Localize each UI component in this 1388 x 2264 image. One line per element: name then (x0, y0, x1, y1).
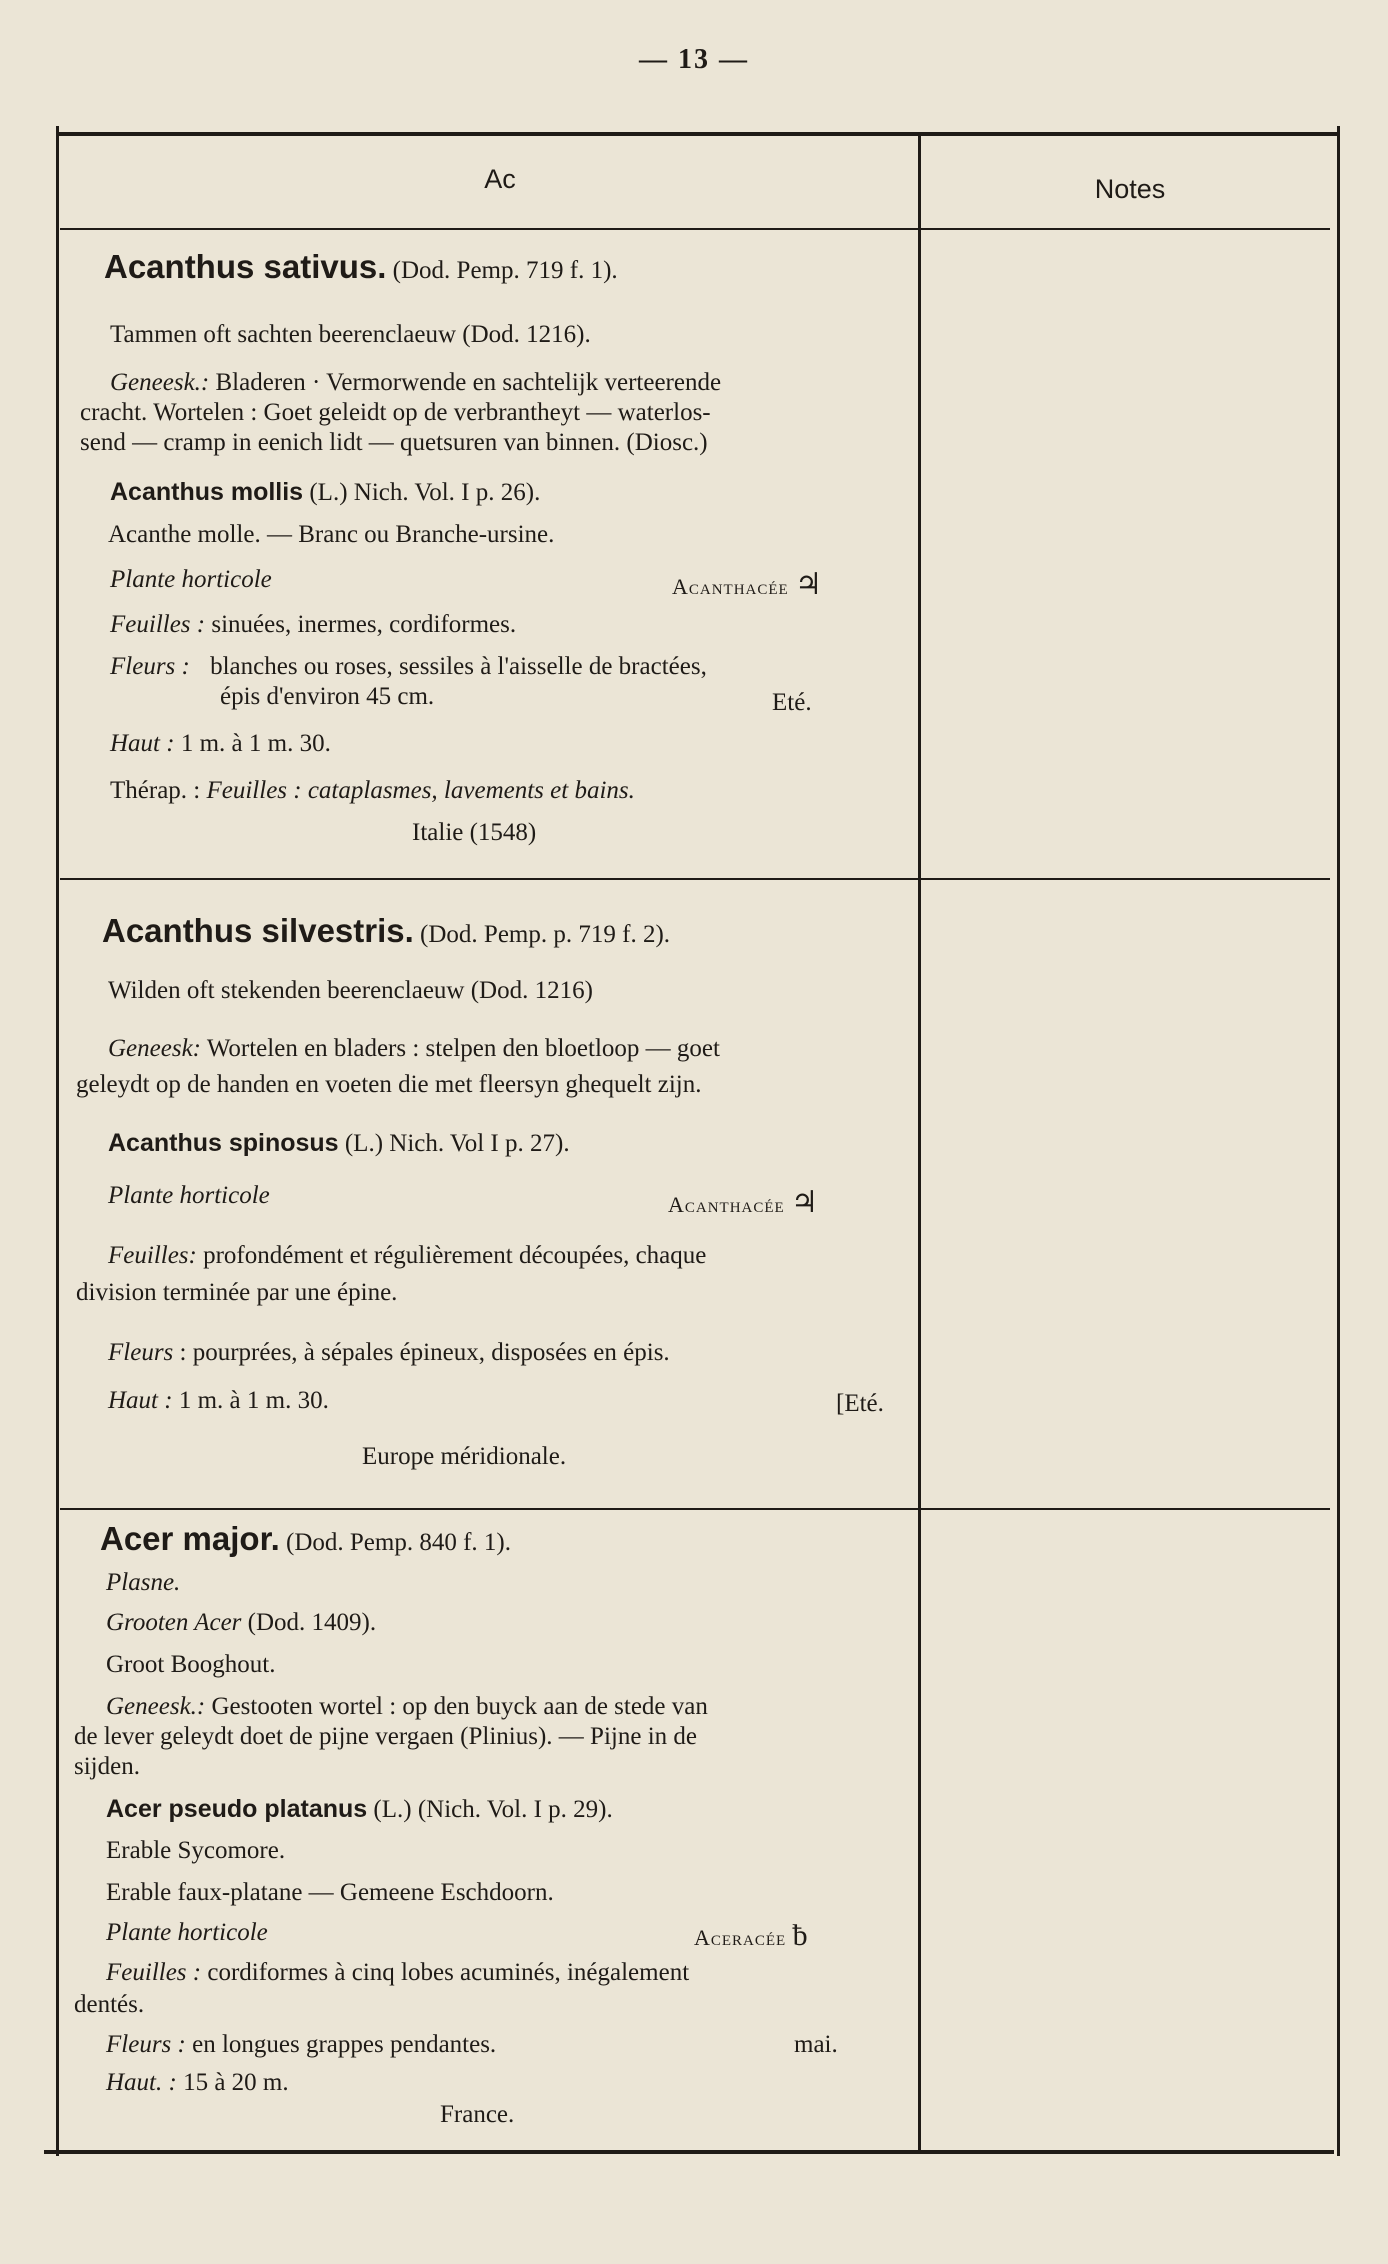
geneesk-line: Geneesk.: Gestooten wortel : op den buyck aan de stede van (106, 1693, 708, 1720)
entry-title (102, 912, 671, 950)
family-label: Acanthacée ♃ (672, 568, 822, 601)
season: Eté. (772, 689, 812, 716)
geneesk-line: cracht. Wortelen : Goet geleidt op de verbrantheyt — waterlos- (80, 399, 711, 426)
haut-line: Haut : 1 m. à 1 m. 30. (110, 730, 331, 757)
season: mai. (794, 2031, 838, 2058)
geneesk-line: geleydt op de handen en voeten die met fleersyn ghequelt zijn. (76, 1071, 702, 1098)
therap-line: Thérap. : Feuilles : cataplasmes, lavements et bains. (110, 777, 635, 804)
geneesk-label: Geneesk.: (110, 369, 210, 396)
geneesk-line (110, 368, 721, 398)
origin: Italie (1548) (412, 819, 537, 846)
geneesk-line: send — cramp in eenich lidt — quetsuren van binnen. (Diosc.) (80, 429, 708, 456)
plante-label: Plante horticole (108, 1182, 270, 1209)
species-name: Acanthus mollis (110, 478, 304, 506)
column-header-ac: Ac (484, 164, 516, 194)
species-line (106, 1794, 613, 1825)
header-rule (60, 228, 1330, 230)
species-name: Acer pseudo platanus (106, 1795, 368, 1823)
fleurs-line: Fleurs : pourprées, à sépales épineux, disposées en épis. (108, 1339, 670, 1366)
entry-reference: (Dod. Pemp. p. 719 f. 2). (420, 921, 671, 948)
row-rule-1 (60, 878, 1330, 880)
feuilles-line: Feuilles : sinuées, inermes, cordiformes. (110, 611, 517, 638)
season: [Eté. (836, 1390, 884, 1417)
row-rule-2 (60, 1508, 1330, 1510)
entry-reference: (Dod. Pemp. 840 f. 1). (286, 1529, 511, 1556)
dutch-name: Wilden oft stekenden beerenclaeuw (Dod. 1216) (108, 977, 593, 1004)
geneesk-line: Geneesk: Wortelen en bladers : stelpen den bloetloop — goet (108, 1035, 720, 1062)
species-reference: (L.) Nich. Vol. I p. 26). (309, 479, 541, 506)
feuilles-line: Feuilles: profondément et régulièrement découpées, chaque (108, 1242, 707, 1269)
family-label: Aceracée ƀ (694, 1919, 808, 1952)
table-bottom-border (44, 2150, 1334, 2154)
haut-line: Haut. : 15 à 20 m. (106, 2069, 289, 2096)
plasne: Plasne. (106, 1569, 181, 1596)
geneesk-text: Bladeren · Vermorwende en sachtelijk verteerende (215, 369, 722, 396)
groot-line: Groot Booghout. (106, 1651, 276, 1678)
french-name: Erable Sycomore. (106, 1837, 286, 1864)
species-reference: (L.) Nich. Vol I p. 27). (344, 1130, 570, 1157)
fleurs-line-2: épis d'environ 45 cm. (220, 683, 435, 710)
grooten-line: Grooten Acer (Dod. 1409). (106, 1609, 377, 1636)
haut-line: Haut : 1 m. à 1 m. 30. (108, 1387, 329, 1414)
species-line (110, 477, 540, 508)
origin: Europe méridionale. (362, 1443, 567, 1470)
fleurs-line: Fleurs : en longues grappes pendantes. (106, 2031, 497, 2058)
page-number: — 13 — (639, 44, 749, 75)
french-name: Acanthe molle. — Branc ou Branche-ursine. (108, 521, 555, 548)
origin: France. (440, 2101, 515, 2128)
feuilles-line: Feuilles : cordiformes à cinq lobes acuminés, inégalement (106, 1959, 690, 1986)
perennial-icon: ♃ (790, 1186, 818, 1219)
entry-name: Acer major. (100, 1520, 280, 1557)
entry-reference: (Dod. Pemp. 719 f. 1). (392, 257, 618, 284)
geneesk-line: de lever geleydt doet de pijne vergaen (Plinius). — Pijne in de (74, 1723, 697, 1750)
entry-name: Acanthus sativus. (104, 248, 387, 285)
geneesk-line: sijden. (74, 1753, 140, 1780)
species-name: Acanthus spinosus (108, 1129, 339, 1157)
species-line (108, 1128, 570, 1159)
dutch-name: Tammen oft sachten beerenclaeuw (Dod. 1216). (110, 321, 591, 348)
french-name: Erable faux-platane — Gemeene Eschdoorn. (106, 1879, 554, 1906)
column-divider (918, 136, 921, 2150)
fleurs-line: Fleurs : blanches ou roses, sessiles à l'aisselle de bractées, (110, 653, 707, 680)
column-header-notes: Notes (1094, 174, 1166, 204)
entry-title (104, 248, 618, 286)
shrub-icon: ƀ (792, 1919, 808, 1952)
plante-label: Plante horticole (110, 566, 272, 593)
species-reference: (L.) (Nich. Vol. I p. 29). (373, 1796, 613, 1823)
plante-label: Plante horticole (106, 1919, 268, 1946)
table-top-border (56, 132, 1337, 136)
family-label: Acanthacée ♃ (668, 1186, 818, 1219)
feuilles-line-2: division terminée par une épine. (76, 1279, 398, 1306)
entry-title (100, 1520, 511, 1558)
entry-name: Acanthus silvestris. (102, 912, 414, 949)
feuilles-line-2: dentés. (74, 1991, 145, 2018)
perennial-icon: ♃ (794, 568, 822, 601)
